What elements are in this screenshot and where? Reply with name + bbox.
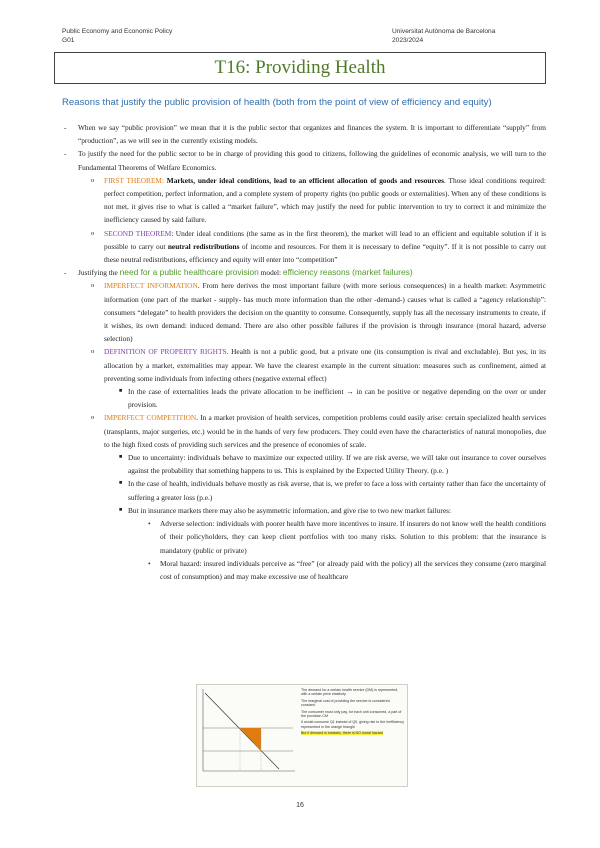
square-bullet-icon: ■ [119,454,123,461]
bullet-welfare-theorems: - To justify the need for the public sector to be in charge of providing this good to citizens, following the guidelines of economic analysis, we will turn to the Fundamental Theorems of Welfare Economics. [64,149,546,172]
property-rights-item: o DEFINITION OF PROPERTY RIGHTS. Health is not a public good, but a private one (its consumption is rival and excludable). But yes, in its allocation by a market, externalities may appear. We have the clearest example in the current situation: measures such as confinement, aimed at preventing some individuals from infecting others (negative external effect) [91,347,546,383]
externalities-subitem: ■ In the case of externalities leads the private allocation to be inefficient → in can be positive or negative depending on the over or under provision. [119,387,546,410]
page-title: T16: Providing Health [214,57,386,78]
circle-bullet-icon: o [91,348,95,356]
square-bullet-icon: ■ [119,388,123,395]
course-name: Public Economy and Economic Policy [62,28,173,35]
circle-bullet-icon: o [91,229,95,237]
figure-note: The marginal cost of providing the service is considered constant. [301,698,390,708]
dot-bullet-icon: • [148,519,151,529]
neutral-redistributions: neutral redistributions [167,241,240,251]
circle-bullet-icon: o [91,176,95,184]
demand-line [205,693,279,769]
group-code: G01 [62,37,75,44]
title-box [54,52,546,84]
moral-hazard-figure [196,684,408,787]
figure-note: The consumer must only pay, for each unit consumed, a part of the provision CM [301,709,402,718]
property-rights-label: DEFINITION OF PROPERTY RIGHTS [104,347,227,357]
dash-marker: - [64,123,67,132]
imperfect-competition-item: o IMPERFECT COMPETITION. In a market provision of health services, competition problems could easily arise: certain specialized health services (transplants, major surgeries, etc.) would be in the hands of very few producers. They could even have the characteristics of natural monopolies, due to the high fixed costs of providing such services and the presence of economies of scale. [91,413,546,449]
efficiency-reasons-highlight: efficiency reasons (market failures) [282,267,413,278]
imperfect-information-item: o IMPERFECT INFORMATION. From here derives the most important failure (with more serious consequences) in a health market: Asymmetric information (one part of the market - supply- has much more information than the other -demand-) causes what is called a “agency relationship”: consumers “delegate” to health providers the decision on the quantity to consume. Consequently, supply has all the necessary instruments to create, if it wishes, its own demand: induced demand. There are also other possible failures if the provision is through insurance (moral hazard, adverse selection) [91,281,546,344]
adverse-selection-item: • Adverse selection: individuals with poorer health have more incentives to insure. If insurers do not know well the health conditions of their policyholders, they can keep client portfolios with too many risks. Solution to this problem: that the insurance is mandatory (public or private) [148,519,546,555]
dash-marker: - [64,268,67,278]
risk-averse-subitem: ■ In the case of health, individuals behave mostly as risk averse, that is, we prefer to face a loss with certainty rather than face the uncertainty of suffering a greater loss (p.e.) [119,479,546,502]
figure-notes [301,688,405,738]
square-bullet-icon: ■ [119,506,123,513]
academic-year: 2023/2024 [392,37,424,44]
circle-bullet-icon: o [91,414,95,422]
first-theorem-label: FIRST THEOREM [104,175,162,185]
document-body [62,121,546,583]
public-provision-highlight: need for a public healthcare provision [119,267,259,278]
dot-bullet-icon: • [148,558,151,568]
imperfect-information-label: IMPERFECT INFORMATION [104,281,198,291]
header-left [62,27,172,45]
bullet-justification: - Justifying the need for a public healthcare provision model: efficiency reasons (market failures) [62,266,546,279]
moral-hazard-item: • Moral hazard: insured individuals perceive as “free” (or already paid with the policy) all the services they consume (zero marginal cost of consumption) and may make excessive use of healthcare [148,558,546,581]
circle-bullet-icon: o [91,282,95,290]
header-right [392,27,495,45]
page-number: 16 [296,802,304,809]
inefficiency-triangle [240,728,261,751]
second-theorem-item: o SECOND THEOREM: Under ideal conditions (the same as in the first theorem), the market will lead to an efficient and equitable solution if it is possible to carry out neutral redistributions of income and resources. For them it is necessary to define “equity”. If it is not possible to carry out these neutral redistributions, efficiency and equity will enter into “competition” [91,228,546,265]
bullet-public-provision: - When we say “public provision” we mean that it is the public sector that organizes and finances the system. It is important to differentiate “supply” from “production”, as we will see in the currently existing models. [64,123,546,146]
figure-note: The demand for a certain health service (DM) is represented, with a certain price elasticity. [301,688,399,697]
first-theorem-statement: Markets, under ideal conditions, lead to an efficient allocation of goods and resources [166,175,445,185]
second-theorem-label: SECOND THEOREM [104,228,172,238]
demand-curve-graph [197,685,301,786]
university-name: Universitat Autònoma de Barcelona [392,28,496,35]
first-theorem-item: o FIRST THEOREM: Markets, under ideal conditions, lead to an efficient allocation of goods and resources. Those ideal conditions required: perfect competition, perfect information, and a complete system of property rights (no public goods or externalities). When any of these conditions is not met, it gives rise to what is called a “market failure”, which may justify the need for public intervention to try to correct it and minimize the inefficiency caused by said failure. [91,175,546,225]
square-bullet-icon: ■ [119,480,123,487]
figure-note-highlight: But if demand is inelastic, there is NO moral hazard [301,731,383,736]
imperfect-competition-label: IMPERFECT COMPETITION [104,413,197,423]
dash-marker: - [64,149,67,159]
section-heading: Reasons that justify the public provision of health (both from the point of view of efficiency and equity) [62,97,492,108]
figure-note: It would consume Q1 instead of Q0, giving rise to the inefficiency represented in the orange triangle [301,720,405,729]
insurance-subitem: ■ But in insurance markets there may also be asymmetric information, and give rise to two new market failures: [62,504,546,517]
uncertainty-subitem: ■ Due to uncertainty: individuals behave to maximize our expected utility. If we are risk averse, we will take out insurance to cover ourselves against the probability that something happens to us. This is explained by the Expected Utility Theory. (p.e. ) [119,453,546,476]
